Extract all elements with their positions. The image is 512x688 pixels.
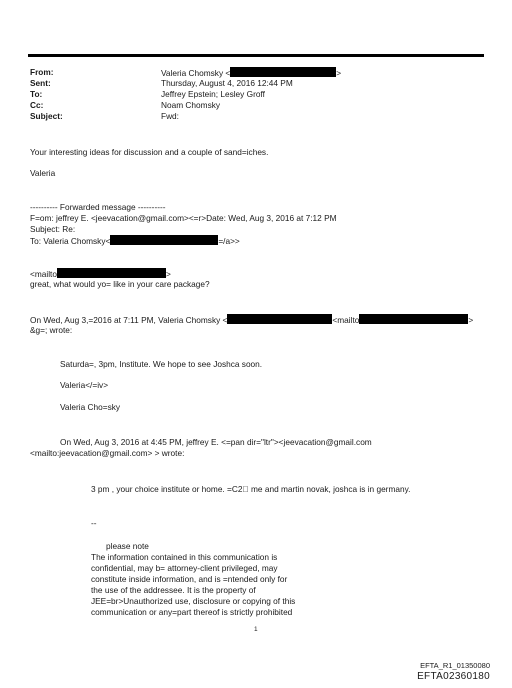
disclaimer-line: constitute inside information, and is =ntended only for bbox=[91, 574, 288, 584]
forward-separator: ---------- Forwarded message ---------- bbox=[30, 202, 166, 212]
redaction-block bbox=[227, 314, 332, 324]
cc-value: Noam Chomsky bbox=[161, 100, 221, 110]
quote-header-suffix: > bbox=[468, 315, 474, 325]
forward-from: F=om: jeffrey E. <jeevacation@gmail.com><=r>Date: Wed, Aug 3, 2016 at 7:12 PM bbox=[30, 213, 337, 223]
body-line: Your interesting ideas for discussion and a couple of sand=iches. bbox=[30, 147, 269, 157]
footer-id-primary: EFTA_R1_01350080 bbox=[420, 661, 490, 670]
sent-value: Thursday, August 4, 2016 12:44 PM bbox=[161, 78, 293, 88]
body-line: Saturda=, 3pm, Institute. We hope to see Joshca soon. bbox=[60, 359, 263, 369]
redaction-block bbox=[359, 314, 468, 324]
quote-header bbox=[30, 314, 473, 326]
body-line: 3 pm , your choice institute or home. =C2  me and martin novak, joshca is in germany. bbox=[91, 484, 411, 494]
page-number: 1 bbox=[254, 626, 258, 633]
mailto-prefix: <mailto bbox=[30, 269, 57, 279]
from-label: From: bbox=[30, 67, 54, 77]
quote-header-prefix: On Wed, Aug 3,=2016 at 7:11 PM, Valeria Chomsky < bbox=[30, 315, 228, 325]
disclaimer-line: confidential, may b= attorney-client privileged, may bbox=[91, 563, 278, 573]
to-value: Jeffrey Epstein; Lesley Groff bbox=[161, 89, 265, 99]
quote-header: On Wed, Aug 3, 2016 at 4:45 PM, jeffrey E. <=pan dir="ltr"><jeevacation@gmail.com bbox=[60, 437, 372, 447]
mailto-suffix: > bbox=[165, 269, 171, 279]
body-line: great, what would yo= like in your care package? bbox=[30, 279, 210, 289]
footer-id-secondary: EFTA02360180 bbox=[417, 671, 490, 682]
forward-to bbox=[30, 235, 240, 247]
redaction-block bbox=[57, 268, 166, 278]
to-label: To: bbox=[30, 89, 43, 99]
quote-wrote: &g=; wrote: bbox=[30, 325, 73, 335]
body-line: Valeria bbox=[30, 168, 56, 178]
from-close: > bbox=[336, 68, 342, 78]
header-rule bbox=[28, 54, 484, 57]
disclaimer-title: please note bbox=[106, 541, 149, 551]
redaction-block bbox=[110, 235, 218, 245]
disclaimer-line: communication or any=part thereof is strictly prohibited bbox=[91, 607, 293, 617]
signature-separator: -- bbox=[91, 518, 97, 528]
from-name: Valeria Chomsky < bbox=[161, 68, 231, 78]
quote-header-mailto: <mailto bbox=[332, 315, 360, 325]
body-line: Valeria Cho=sky bbox=[60, 402, 121, 412]
forward-subject: Subject: Re: bbox=[30, 224, 76, 234]
subject-label: Subject: bbox=[30, 111, 63, 121]
cc-label: Cc: bbox=[30, 100, 44, 110]
disclaimer-line: The information contained in this communication is bbox=[91, 552, 278, 562]
disclaimer-line: JEE=br>Unauthorized use, disclosure or copying of this bbox=[91, 596, 296, 606]
disclaimer-line: the use of the addressee. It is the property of bbox=[91, 585, 256, 595]
forward-to-suffix: =/a>> bbox=[218, 236, 240, 246]
body-line: Valeria</=iv> bbox=[60, 380, 109, 390]
sent-label: Sent: bbox=[30, 78, 51, 88]
redaction-block bbox=[230, 67, 336, 77]
quote-wrote: <mailto:jeevacation@gmail.com> > wrote: bbox=[30, 448, 185, 458]
forward-to-prefix: To: Valeria Chomsky< bbox=[30, 236, 111, 246]
subject-value: Fwd: bbox=[161, 111, 179, 121]
